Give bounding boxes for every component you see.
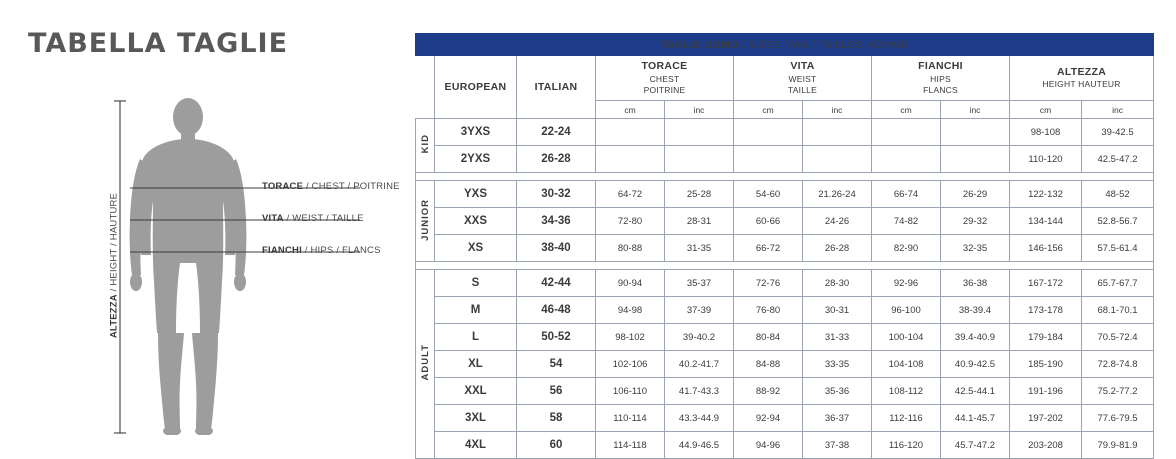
cell-chest-in: 28-31: [665, 208, 734, 235]
cell-italian: 56: [517, 378, 596, 405]
table-banner: [416, 34, 1154, 56]
cell-hips-cm: [872, 119, 941, 146]
cell-european: XXS: [435, 208, 517, 235]
group-spacer: [416, 262, 1154, 270]
cell-height-in: 68.1-70.1: [1082, 297, 1154, 324]
cell-chest-cm: 90-94: [596, 270, 665, 297]
table-row[interactable]: [416, 146, 1154, 173]
cell-hips-cm: 108-112: [872, 378, 941, 405]
cell-height-in: 39-42.5: [1082, 119, 1154, 146]
header-chest-sub1: CHEST: [649, 73, 680, 84]
banner-light: / SIZES MAN / TAILLES HOMME: [738, 38, 909, 51]
cell-height-in: 77.6-79.5: [1082, 405, 1154, 432]
cell-chest-in: 25-28: [665, 181, 734, 208]
cell-height-in: 52.8-56.7: [1082, 208, 1154, 235]
cell-hips-in: 39.4-40.9: [941, 324, 1010, 351]
size-table-wrap: [415, 33, 1153, 459]
cell-waist-cm: 80-84: [734, 324, 803, 351]
table-row[interactable]: [416, 324, 1154, 351]
group-label-adult: ADULT: [416, 270, 435, 459]
cell-waist-in: [803, 146, 872, 173]
cell-chest-cm: 110-114: [596, 405, 665, 432]
table-row[interactable]: [416, 405, 1154, 432]
table-row[interactable]: [416, 208, 1154, 235]
cell-chest-in: 31-35: [665, 235, 734, 262]
cell-waist-cm: [734, 146, 803, 173]
header-waist-sub1: WEIST: [788, 73, 817, 84]
cell-waist-in: 28-30: [803, 270, 872, 297]
label-waist-bold: VITA: [262, 213, 284, 224]
cell-chest-cm: 114-118: [596, 432, 665, 459]
cell-hips-cm: 74-82: [872, 208, 941, 235]
cell-european: XS: [435, 235, 517, 262]
cell-height-cm: 197-202: [1010, 405, 1082, 432]
label-hips-rest: / HIPS / FLANCS: [301, 245, 381, 256]
cell-hips-in: 40.9-42.5: [941, 351, 1010, 378]
cell-chest-cm: 98-102: [596, 324, 665, 351]
table-row[interactable]: [416, 378, 1154, 405]
cell-height-cm: 146-156: [1010, 235, 1082, 262]
cell-european: XXL: [435, 378, 517, 405]
cell-hips-in: [941, 146, 1010, 173]
label-waist: [262, 213, 364, 224]
header-waist-cm: cm: [734, 101, 803, 119]
label-height: [109, 166, 120, 366]
cell-waist-cm: [734, 119, 803, 146]
header-height-main: ALTEZZA: [1056, 66, 1107, 79]
cell-chest-cm: [596, 146, 665, 173]
cell-waist-in: 37-38: [803, 432, 872, 459]
header-waist: [734, 56, 872, 101]
header-hips-sub1: HIPS: [930, 73, 951, 84]
label-height-bold: ALTEZZA: [108, 294, 120, 339]
cell-height-cm: 179-184: [1010, 324, 1082, 351]
group-label-junior: JUNIOR: [416, 181, 435, 262]
cell-hips-in: 42.5-44.1: [941, 378, 1010, 405]
header-waist-inc: inc: [803, 101, 872, 119]
cell-italian: 26-28: [517, 146, 596, 173]
cell-hips-in: 44.1-45.7: [941, 405, 1010, 432]
header-hips-sub2: FLANCS: [923, 85, 958, 96]
cell-waist-cm: 92-94: [734, 405, 803, 432]
cell-waist-in: 36-37: [803, 405, 872, 432]
cell-chest-in: 39-40.2: [665, 324, 734, 351]
table-row[interactable]: [416, 297, 1154, 324]
label-hips: [262, 245, 381, 256]
cell-height-in: 70.5-72.4: [1082, 324, 1154, 351]
cell-height-in: 72.8-74.8: [1082, 351, 1154, 378]
header-waist-sub2: TAILLE: [788, 85, 817, 96]
cell-hips-in: 26-29: [941, 181, 1010, 208]
cell-hips-cm: 112-116: [872, 405, 941, 432]
cell-chest-cm: 106-110: [596, 378, 665, 405]
cell-chest-in: 41.7-43.3: [665, 378, 734, 405]
table-row[interactable]: [416, 181, 1154, 208]
cell-hips-in: [941, 119, 1010, 146]
cell-european: M: [435, 297, 517, 324]
cell-waist-cm: 66-72: [734, 235, 803, 262]
cell-hips-in: 45.7-47.2: [941, 432, 1010, 459]
label-waist-rest: / WEIST / TAILLE: [283, 213, 364, 224]
cell-chest-in: 37-39: [665, 297, 734, 324]
cell-european: YXS: [435, 181, 517, 208]
cell-hips-in: 38-39.4: [941, 297, 1010, 324]
banner-bold: TAGLIE UOMO: [660, 38, 739, 51]
header-chest-cm: cm: [596, 101, 665, 119]
label-height-rest: / HEIGHT / HAUTURE: [108, 192, 120, 295]
cell-waist-in: [803, 119, 872, 146]
cell-italian: 22-24: [517, 119, 596, 146]
header-chest: [596, 56, 734, 101]
illustration-panel: [0, 0, 415, 442]
cell-chest-in: 44.9-46.5: [665, 432, 734, 459]
body-figure: [110, 95, 410, 435]
label-chest: [262, 181, 400, 192]
male-silhouette-icon: [110, 95, 410, 435]
cell-waist-in: 21.26-24: [803, 181, 872, 208]
cell-height-cm: 98-108: [1010, 119, 1082, 146]
cell-height-in: 75.2-77.2: [1082, 378, 1154, 405]
cell-chest-in: 43.3-44.9: [665, 405, 734, 432]
cell-hips-in: 29-32: [941, 208, 1010, 235]
cell-italian: 38-40: [517, 235, 596, 262]
cell-waist-in: 33-35: [803, 351, 872, 378]
header-chest-main: TORACE: [641, 60, 688, 73]
cell-european: S: [435, 270, 517, 297]
cell-hips-cm: 100-104: [872, 324, 941, 351]
cell-waist-cm: 54-60: [734, 181, 803, 208]
cell-waist-in: 24-26: [803, 208, 872, 235]
header-italian: ITALIAN: [517, 56, 596, 119]
table-body: [416, 119, 1154, 459]
cell-waist-cm: 94-96: [734, 432, 803, 459]
cell-height-in: 57.5-61.4: [1082, 235, 1154, 262]
group-spacer: [416, 173, 1154, 181]
cell-italian: 54: [517, 351, 596, 378]
cell-european: L: [435, 324, 517, 351]
header-height-inc: inc: [1082, 101, 1154, 119]
cell-chest-cm: 102-106: [596, 351, 665, 378]
header-hips-cm: cm: [872, 101, 941, 119]
cell-height-cm: 110-120: [1010, 146, 1082, 173]
cell-height-in: 65.7-67.7: [1082, 270, 1154, 297]
cell-european: 2YXS: [435, 146, 517, 173]
cell-waist-cm: 60-66: [734, 208, 803, 235]
header-chest-sub2: POITRINE: [643, 85, 686, 96]
page-title: TABELLA TAGLIE: [28, 28, 289, 59]
cell-italian: 34-36: [517, 208, 596, 235]
cell-hips-cm: 96-100: [872, 297, 941, 324]
cell-italian: 30-32: [517, 181, 596, 208]
header-chest-inc: inc: [665, 101, 734, 119]
cell-chest-cm: 80-88: [596, 235, 665, 262]
cell-height-cm: 134-144: [1010, 208, 1082, 235]
cell-height-cm: 122-132: [1010, 181, 1082, 208]
cell-hips-cm: 104-108: [872, 351, 941, 378]
header-european: EUROPEAN: [435, 56, 517, 119]
cell-chest-in: 40.2-41.7: [665, 351, 734, 378]
cell-hips-cm: 116-120: [872, 432, 941, 459]
cell-chest-cm: 64-72: [596, 181, 665, 208]
table-row[interactable]: [416, 270, 1154, 297]
cell-italian: 50-52: [517, 324, 596, 351]
group-header-corner: [416, 56, 435, 119]
cell-waist-in: 26-28: [803, 235, 872, 262]
cell-chest-cm: 94-98: [596, 297, 665, 324]
cell-waist-cm: 88-92: [734, 378, 803, 405]
header-hips-main: FIANCHI: [918, 60, 963, 73]
cell-european: 4XL: [435, 432, 517, 459]
cell-waist-cm: 72-76: [734, 270, 803, 297]
table-row[interactable]: [416, 119, 1154, 146]
cell-european: 3YXS: [435, 119, 517, 146]
cell-hips-in: 36-38: [941, 270, 1010, 297]
cell-waist-in: 30-31: [803, 297, 872, 324]
header-height-sub1: HEIGHT HAUTEUR: [1042, 79, 1121, 90]
table-header-row-main: [416, 56, 1154, 101]
header-height: [1010, 56, 1154, 101]
cell-chest-cm: [596, 119, 665, 146]
label-chest-rest: / CHEST / POITRINE: [303, 181, 400, 192]
header-hips-inc: inc: [941, 101, 1010, 119]
cell-italian: 58: [517, 405, 596, 432]
cell-height-cm: 203-208: [1010, 432, 1082, 459]
cell-chest-in: [665, 119, 734, 146]
cell-height-cm: 167-172: [1010, 270, 1082, 297]
cell-italian: 46-48: [517, 297, 596, 324]
header-hips: [872, 56, 1010, 101]
cell-waist-in: 35-36: [803, 378, 872, 405]
cell-height-cm: 185-190: [1010, 351, 1082, 378]
cell-height-cm: 191-196: [1010, 378, 1082, 405]
cell-hips-cm: 66-74: [872, 181, 941, 208]
cell-height-in: 48-52: [1082, 181, 1154, 208]
cell-waist-in: 31-33: [803, 324, 872, 351]
table-row[interactable]: [416, 235, 1154, 262]
cell-chest-in: 35-37: [665, 270, 734, 297]
cell-waist-cm: 84-88: [734, 351, 803, 378]
cell-hips-cm: 92-96: [872, 270, 941, 297]
size-table: [415, 33, 1154, 459]
group-label-kid: KID: [416, 119, 435, 173]
label-hips-bold: FIANCHI: [262, 245, 302, 256]
table-row[interactable]: [416, 351, 1154, 378]
cell-italian: 60: [517, 432, 596, 459]
cell-height-cm: 173-178: [1010, 297, 1082, 324]
table-row[interactable]: [416, 432, 1154, 459]
cell-height-in: 79.9-81.9: [1082, 432, 1154, 459]
cell-european: XL: [435, 351, 517, 378]
cell-hips-in: 32-35: [941, 235, 1010, 262]
cell-hips-cm: [872, 146, 941, 173]
cell-waist-cm: 76-80: [734, 297, 803, 324]
cell-chest-cm: 72-80: [596, 208, 665, 235]
cell-italian: 42-44: [517, 270, 596, 297]
cell-european: 3XL: [435, 405, 517, 432]
header-waist-main: VITA: [790, 60, 815, 73]
table-banner-row: [416, 34, 1154, 56]
cell-height-in: 42.5-47.2: [1082, 146, 1154, 173]
header-height-cm: cm: [1010, 101, 1082, 119]
cell-chest-in: [665, 146, 734, 173]
label-chest-bold: TORACE: [262, 181, 304, 192]
cell-hips-cm: 82-90: [872, 235, 941, 262]
